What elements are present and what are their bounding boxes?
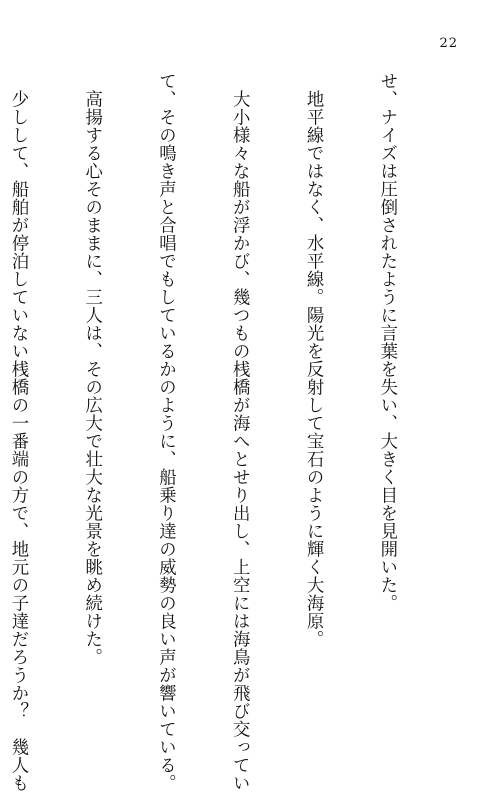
page-number: 22 <box>439 36 458 51</box>
text-line: 地平線ではなく、水平線。陽光を反射して宝石のように輝く大海原。 <box>303 72 324 648</box>
text-line: 大小様々な船が浮かび、幾つもの桟橋が海へとせり出し、上空には海鳥が飛び交ってい <box>229 72 250 792</box>
novel-body-text <box>7 72 448 792</box>
text-line: せ、ナイズは圧倒されたように言葉を失い、大きく目を見開いた。 <box>376 72 397 612</box>
text-line: 少しして、船舶が停泊していない桟橋の一番端の方で、地元の子達だろうか？ 幾人も <box>7 72 28 792</box>
text-line: 高揚する心そのままに、三人は、その広大で壮大な光景を眺め続けた。 <box>81 72 102 666</box>
text-line: て、その鳴き声と合唱でもしているかのように、船乗り達の威勢の良い声が響いている。 <box>155 72 176 792</box>
